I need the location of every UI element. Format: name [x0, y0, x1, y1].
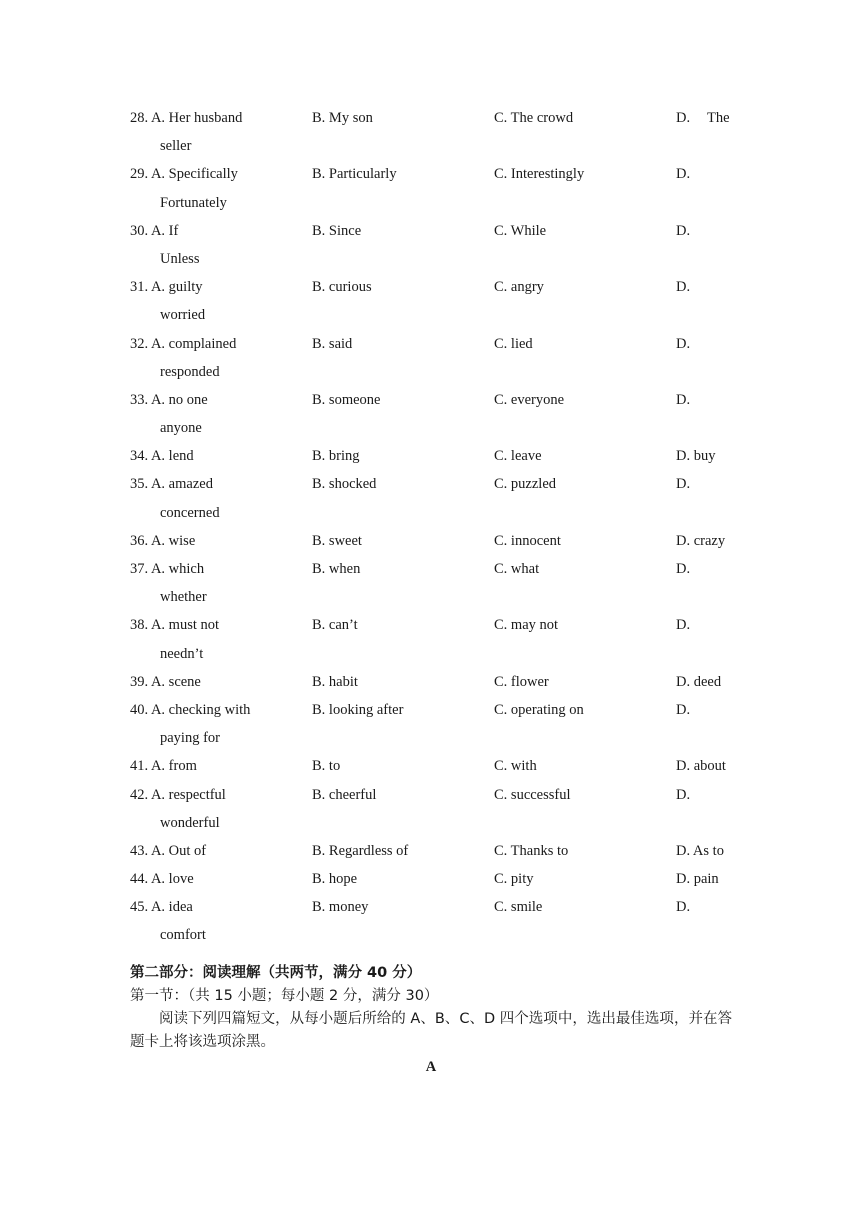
option-d-wrapped-text: concerned	[160, 504, 220, 521]
option-d: D. crazy	[676, 532, 726, 549]
option-c: C. smile	[494, 899, 543, 916]
option-d-inline-text: The	[707, 110, 730, 126]
option-d: D.	[676, 110, 691, 126]
option-b: B. Since	[312, 222, 362, 239]
option-c: C. lied	[494, 335, 533, 352]
option-d-wrap-row	[130, 301, 750, 329]
question-item	[130, 696, 750, 752]
option-a: 32. A. complained	[130, 335, 237, 352]
question-item	[130, 470, 750, 526]
question-row	[130, 611, 750, 639]
option-a: 39. A. scene	[130, 673, 201, 690]
option-d: D. As to	[676, 842, 724, 859]
option-a: 38. A. must not	[130, 617, 220, 634]
question-row	[130, 555, 750, 583]
option-b: B. when	[312, 561, 361, 577]
question-row	[130, 104, 750, 132]
option-a: 33. A. no one	[130, 391, 208, 408]
option-a: 31. A. guilty	[130, 279, 203, 296]
question-row	[130, 330, 750, 358]
option-d-wrapped-text: anyone	[160, 420, 202, 437]
option-b: B. hope	[312, 871, 358, 888]
option-d-wrapped-text: Unless	[160, 250, 200, 267]
option-c: C. with	[494, 758, 537, 775]
option-d-wrapped-text: worried	[160, 307, 206, 324]
option-c: C. innocent	[494, 532, 561, 549]
option-a: 35. A. amazed	[130, 476, 213, 493]
question-row	[130, 696, 750, 724]
question-row	[130, 217, 750, 245]
option-c: C. puzzled	[494, 476, 557, 493]
option-a: 29. A. Specifically	[130, 166, 238, 183]
option-b: B. habit	[312, 673, 358, 690]
question-row	[130, 386, 750, 414]
option-d-wrapped-text: seller	[160, 138, 192, 155]
option-c: C. everyone	[494, 391, 565, 408]
option-c: C. Thanks to	[494, 842, 569, 859]
option-c: C. what	[494, 561, 540, 577]
option-c: C. flower	[494, 673, 549, 690]
question-row	[130, 273, 750, 301]
option-b: B. Particularly	[312, 166, 397, 183]
question-item	[130, 752, 750, 780]
option-d-wrap-row	[130, 809, 750, 837]
option-d-wrap-row	[130, 583, 750, 611]
option-d-wrapped-text: comfort	[160, 927, 206, 944]
question-row	[130, 442, 750, 470]
question-row	[130, 781, 750, 809]
question-item	[130, 781, 750, 837]
option-d-wrap-row	[130, 640, 750, 668]
option-b: B. cheerful	[312, 786, 377, 803]
cloze-options-list	[130, 104, 750, 950]
option-d: D.	[676, 899, 691, 916]
option-c: C. operating on	[494, 701, 584, 718]
option-a: 37. A. which	[130, 561, 205, 577]
question-item	[130, 330, 750, 386]
option-c: C. Interestingly	[494, 166, 585, 183]
option-b: B. sweet	[312, 532, 362, 549]
question-row	[130, 837, 750, 865]
option-d: D. pain	[676, 871, 719, 888]
option-c: C. The crowd	[494, 110, 574, 126]
option-b: B. said	[312, 335, 353, 352]
option-d: D.	[676, 279, 691, 296]
question-item	[130, 555, 750, 611]
option-a: 42. A. respectful	[130, 786, 226, 803]
option-a: 44. A. love	[130, 871, 194, 888]
option-c: C. While	[494, 222, 547, 239]
reading-section	[130, 962, 732, 1079]
option-a: 28. A. Her husband	[130, 110, 243, 126]
option-d-wrap-row	[130, 189, 750, 217]
option-d-wrap-row	[130, 245, 750, 273]
option-d: D.	[676, 786, 691, 803]
option-d-wrap-row	[130, 358, 750, 386]
option-d: D. about	[676, 758, 726, 775]
passage-letter: A	[425, 1059, 437, 1075]
option-d: D.	[676, 701, 691, 718]
question-item	[130, 611, 750, 667]
question-item	[130, 837, 750, 865]
question-row	[130, 865, 750, 893]
option-d-wrapped-text: needn’t	[160, 645, 204, 662]
question-item	[130, 104, 750, 160]
question-row	[130, 893, 750, 921]
option-a: 36. A. wise	[130, 532, 196, 549]
option-d-wrap-row	[130, 724, 750, 752]
option-d-wrap-row	[130, 414, 750, 442]
option-c: C. leave	[494, 448, 542, 465]
option-b: B. shocked	[312, 476, 377, 493]
option-c: C. pity	[494, 871, 534, 888]
question-item	[130, 386, 750, 442]
option-b: B. bring	[312, 448, 360, 465]
question-item	[130, 160, 750, 216]
option-b: B. My son	[312, 110, 373, 126]
option-d: D.	[676, 561, 691, 577]
option-c: C. angry	[494, 279, 544, 296]
option-d: D. buy	[676, 448, 716, 465]
option-a: 43. A. Out of	[130, 842, 207, 859]
option-d: D.	[676, 617, 691, 634]
question-item	[130, 273, 750, 329]
section-subtitle: 第一节：（共 15 小题；每小题 2 分，满分 30）	[130, 988, 439, 1004]
question-item	[130, 865, 750, 893]
option-a: 30. A. If	[130, 222, 179, 239]
option-d-wrapped-text: paying for	[160, 730, 220, 747]
option-b: B. money	[312, 899, 369, 916]
option-d: D. deed	[676, 673, 722, 690]
option-b: B. someone	[312, 391, 381, 408]
question-item	[130, 217, 750, 273]
option-d: D.	[676, 166, 691, 183]
option-d-wrap-row	[130, 499, 750, 527]
question-row	[130, 668, 750, 696]
question-row	[130, 752, 750, 780]
option-a: 40. A. checking with	[130, 701, 251, 718]
option-b: B. Regardless of	[312, 842, 409, 859]
question-item	[130, 668, 750, 696]
option-d-wrapped-text: responded	[160, 363, 220, 380]
question-item	[130, 893, 750, 949]
question-item	[130, 527, 750, 555]
option-d: D.	[676, 391, 691, 408]
option-d-wrapped-text: whether	[160, 589, 207, 606]
option-d-wrapped-text: Fortunately	[160, 194, 227, 211]
option-d: D.	[676, 222, 691, 239]
option-a: 34. A. lend	[130, 448, 194, 465]
option-b: B. curious	[312, 279, 372, 296]
option-a: 41. A. from	[130, 758, 197, 775]
option-d-wrapped-text: wonderful	[160, 814, 220, 831]
option-b: B. looking after	[312, 701, 404, 718]
option-d-wrap-row	[130, 132, 750, 160]
question-row	[130, 470, 750, 498]
question-item	[130, 442, 750, 470]
section-title: 第二部分：阅读理解（共两节，满分 40 分）	[130, 965, 422, 981]
option-b: B. to	[312, 758, 341, 775]
option-c: C. successful	[494, 786, 571, 803]
option-d: D.	[676, 476, 691, 493]
option-c: C. may not	[494, 617, 559, 634]
question-row	[130, 527, 750, 555]
section-instruction: 阅读下列四篇短文，从每小题后所给的 A、B、C、D 四个选项中，选出最佳选项，并在答题卡上将该选项涂黑。	[130, 1011, 732, 1050]
option-b: B. can’t	[312, 617, 358, 634]
option-d-wrap-row	[130, 921, 750, 949]
option-a: 45. A. idea	[130, 899, 193, 916]
question-row	[130, 160, 750, 188]
option-d: D.	[676, 335, 691, 352]
